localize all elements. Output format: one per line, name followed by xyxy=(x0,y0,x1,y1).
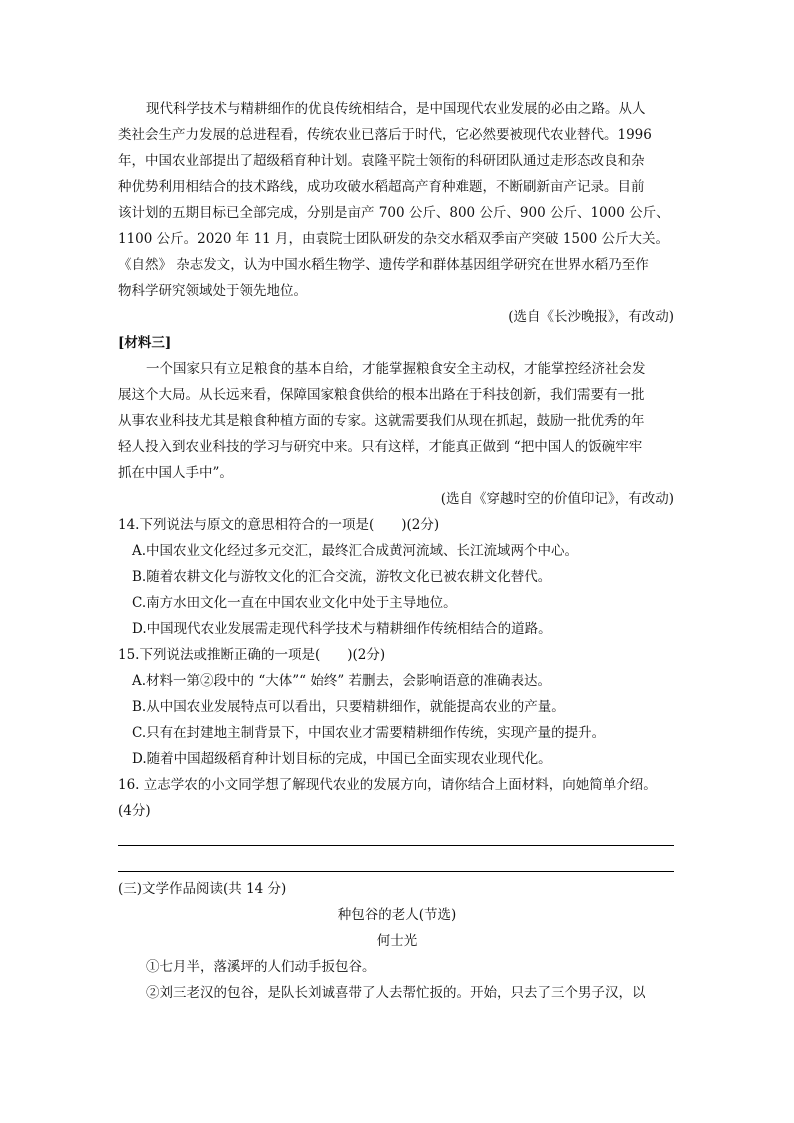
material3-line: 从事农业科技尤其是粮食种植方面的专家。这就需要我们从现在抓起，鼓励一批优秀的年 xyxy=(118,413,645,429)
question-16-stem: 16. 立志学农的小文同学想了解现代农业的发展方向，请你结合上面材料，向她简单介绍。 xyxy=(118,777,657,793)
question-14-stem: 14.下列说法与原文的意思相符合的一项是( )(2分) xyxy=(118,517,440,533)
material3-line: 轻人投入到农业科技的学习与研究中来。只有这样，才能真正做到 “把中国人的饭碗牢牢 xyxy=(118,439,643,455)
question-15-option-b: B.从中国农业发展特点可以看出，只要精耕细作，就能提高农业的产量。 xyxy=(132,699,565,715)
section-heading: (三)文学作品阅读(共 14 分) xyxy=(118,881,287,897)
answer-line[interactable] xyxy=(118,845,674,846)
question-14-option-b: B.随着农耕文化与游牧文化的汇合交流，游牧文化已被农耕文化替代。 xyxy=(132,569,552,585)
source-citation: (选自《长沙晚报》，有改动) xyxy=(508,309,674,325)
material-heading: [材料三] xyxy=(118,335,172,351)
material2-line: 1100 公斤。2020 年 11 月，由袁院士团队研发的杂交水稻双季亩产突破 1500 公斤大关。 xyxy=(118,231,669,247)
material2-line: 现代科学技术与精耕细作的优良传统相结合，是中国现代农业发展的必由之路。从人 xyxy=(146,101,646,117)
question-15-option-c: C.只有在封建地主制背景下，中国农业才需要精耕细作传统，实现产量的提升。 xyxy=(132,725,606,741)
question-15-option-a: A.材料一第②段中的 “大体”“ 始终” 若删去，会影响语意的准确表达。 xyxy=(132,673,552,689)
material2-line: 类社会生产力发展的总进程看，传统农业已落后于时代，它必然要被现代农业替代。1996 xyxy=(118,127,652,143)
question-15-option-d: D.随着中国超级稻育种计划目标的完成，中国已全面实现农业现代化。 xyxy=(132,751,552,767)
question-14-option-d: D.中国现代农业发展需走现代科学技术与精耕细作传统相结合的道路。 xyxy=(132,621,552,637)
material3-line: 展这个大局。从长远来看，保障国家粮食供给的根本出路在于科技创新，我们需要有一批 xyxy=(118,387,645,403)
material2-line: 物科学研究领域处于领先地位。 xyxy=(118,283,307,299)
story-author: 何士光 xyxy=(376,933,418,949)
answer-line[interactable] xyxy=(118,871,674,872)
material2-line: 该计划的五期目标已全部完成，分别是亩产 700 公斤、800 公斤、900 公斤、1000 公斤、 xyxy=(118,205,670,221)
question-14-option-a: A.中国农业文化经过多元交汇，最终汇合成黄河流域、长江流域两个中心。 xyxy=(132,543,579,559)
material3-line: 抓在中国人手中”。 xyxy=(118,465,233,481)
question-16-points: (4分) xyxy=(118,803,151,819)
source-citation: (选自《穿越时空的价值印记》，有改动) xyxy=(440,491,674,507)
material2-line: 《自然》 杂志发文，认为中国水稻生物学、遗传学和群体基因组学研究在世界水稻乃至作 xyxy=(118,257,649,273)
material2-line: 种优势利用相结合的技术路线，成功攻破水稻超高产育种难题，不断刷新亩产记录。目前 xyxy=(118,179,645,195)
story-paragraph: ②刘三老汉的包谷，是队长刘诚喜带了人去帮忙扳的。开始，只去了三个男子汉，以 xyxy=(146,985,646,1001)
material3-line: 一个国家只有立足粮食的基本自给，才能掌握粮食安全主动权，才能掌控经济社会发 xyxy=(146,361,646,377)
story-paragraph: ①七月半，落溪坪的人们动手扳包谷。 xyxy=(146,959,376,975)
material2-line: 年，中国农业部提出了超级稻育种计划。袁隆平院士领衔的科研团队通过走形态改良和杂 xyxy=(118,153,645,169)
story-title: 种包谷的老人(节选) xyxy=(337,907,457,923)
question-14-option-c: C.南方水田文化一直在中国农业文化中处于主导地位。 xyxy=(132,595,457,611)
question-15-stem: 15.下列说法或推断正确的一项是( )(2分) xyxy=(118,647,386,663)
